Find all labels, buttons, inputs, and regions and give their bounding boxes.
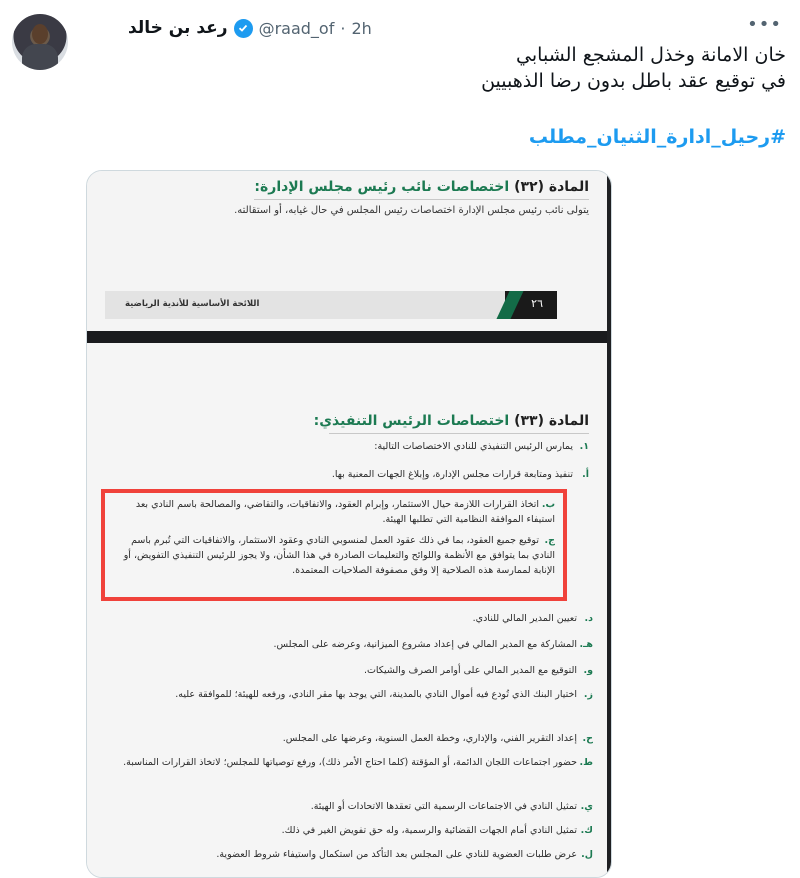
author-avatar[interactable] <box>12 14 68 70</box>
item-marker: هـ. <box>579 639 593 650</box>
tweet-header <box>128 14 372 42</box>
item-marker: ي. <box>580 801 593 812</box>
list-item <box>123 611 593 626</box>
list-item <box>119 467 589 482</box>
article-33-number: المادة (٣٣) <box>514 413 589 429</box>
tweet-time[interactable]: 2h <box>351 18 372 38</box>
item-text: تعيين المدير المالي للنادي. <box>472 613 577 624</box>
list-item <box>119 439 589 454</box>
list-item <box>123 663 593 678</box>
item-text: المشاركة مع المدير المالي في إعداد مشروع الميزانية، وعرضه على المجلس. <box>273 639 577 650</box>
tweet-text-line: خان الامانة وخذل المشجع الشبابي <box>516 44 786 66</box>
tweet-image[interactable] <box>86 170 612 878</box>
list-item <box>123 637 593 652</box>
list-item <box>115 533 555 578</box>
item-text: يمارس الرئيس التنفيذي للنادي الاختصاصات التالية: <box>374 441 573 452</box>
article-33-title <box>314 413 589 429</box>
item-marker: ز. <box>583 689 593 700</box>
tweet-text <box>146 42 786 94</box>
hashtag-link[interactable]: #رحيل_ادارة_الثنيان_مطلب <box>528 126 786 148</box>
item-text: توقيع جميع العقود، بما في ذلك عقود العمل لمنسوبي النادي وعقود الاستثمار، والاتفاقيات التي تُبرم باسم النادي بما يتوافق مع الأنظمة واللوائح والتعليمات الصادرة في هذا الشأن، ولا يجوز للرئيس التنفيذي التفويض، أو الإنابة لممارسة هذه الصلاحية إلا وفق مصفوفة الصلاحيات المعتمدة. <box>123 535 555 576</box>
page-number: ٢٦ <box>531 297 543 310</box>
avatar-body <box>22 44 58 70</box>
item-text: تمثيل النادي في الاجتماعات الرسمية التي تعقدها الاتحادات أو الهيئة. <box>310 801 577 812</box>
item-text: التوقيع مع المدير المالي على أوامر الصرف والشيكات. <box>363 665 577 676</box>
item-marker: د. <box>584 613 593 624</box>
item-marker: ل. <box>581 849 593 860</box>
article-33-heading: اختصاصات الرئيس التنفيذي: <box>313 413 510 429</box>
tweet-text-line: في توقيع عقد باطل بدون رضا الذهبيين <box>481 70 786 92</box>
item-marker: ك. <box>580 825 593 836</box>
author-handle[interactable]: @raad_of <box>258 18 335 38</box>
item-text: حضور اجتماعات اللجان الدائمة، أو المؤقتة (كلما احتاج الأمر ذلك)، ورفع توصياتها للمجلس؛ لاتخاذ القرارات المناسبة. <box>123 757 577 768</box>
item-marker: ح. <box>582 733 593 744</box>
item-marker: ج. <box>544 535 555 546</box>
item-marker: أ. <box>582 469 589 480</box>
item-text: إعداد التقرير الفني، والإداري، وخطة العمل السنوية، وعرضها على المجلس. <box>282 733 577 744</box>
avatar-head <box>32 24 48 44</box>
title-underline <box>329 433 589 434</box>
item-marker: ط. <box>579 757 593 768</box>
title-underline <box>254 199 589 200</box>
list-item <box>123 799 593 814</box>
list-item <box>123 847 593 862</box>
item-text: عرض طلبات العضوية للنادي على المجلس بعد التأكد من استكمال واستيفاء شروط العضوية. <box>216 849 577 860</box>
item-text: تمثيل النادي أمام الجهات القضائية والرسمية، وله حق تفويض الغير في ذلك. <box>281 825 577 836</box>
highlight-box <box>101 489 567 601</box>
list-item <box>123 731 593 746</box>
list-item <box>123 823 593 838</box>
item-marker: ب. <box>541 499 555 510</box>
author-name[interactable]: رعد بن خالد <box>128 18 228 38</box>
list-item <box>123 755 593 770</box>
item-text: اختيار البنك الذي تُودع فيه أموال النادي بالمدينة، التي يوجد بها مقر النادي، ورفعه للهيئة؛ للموافقة عليه. <box>175 689 577 700</box>
item-marker: و. <box>583 665 593 676</box>
more-options-icon[interactable]: ••• <box>747 14 782 35</box>
page-divider <box>87 331 611 343</box>
image-edge <box>607 171 611 877</box>
item-text: تنفيذ ومتابعة قرارات مجلس الإدارة، وإبلاغ الجهات المعنية بها. <box>331 469 573 480</box>
footer-label: اللائحة الأساسية للأندية الرياضية <box>125 299 260 309</box>
separator: · <box>340 18 346 38</box>
article-32-body: يتولى نائب رئيس مجلس الإدارة اختصاصات رئيس المجلس في حال غيابه، أو استقالته. <box>234 205 589 216</box>
document-page-top <box>87 171 607 331</box>
article-32-title <box>254 179 589 195</box>
page-footer <box>105 291 557 319</box>
list-item <box>115 497 555 527</box>
article-32-heading: اختصاصات نائب رئيس مجلس الإدارة: <box>254 179 510 195</box>
item-marker: ١. <box>579 441 589 452</box>
article-32-number: المادة (٣٢) <box>514 179 589 195</box>
item-text: اتخاذ القرارات اللازمة حيال الاستثمار، وإبرام العقود، والاتفاقيات، والتقاضي، والمصالحة باسم النادي بعد استيفاء الموافقة النظامية التي تطلبها الهيئة. <box>135 499 555 525</box>
verified-badge-icon <box>234 19 253 38</box>
list-item <box>123 687 593 702</box>
